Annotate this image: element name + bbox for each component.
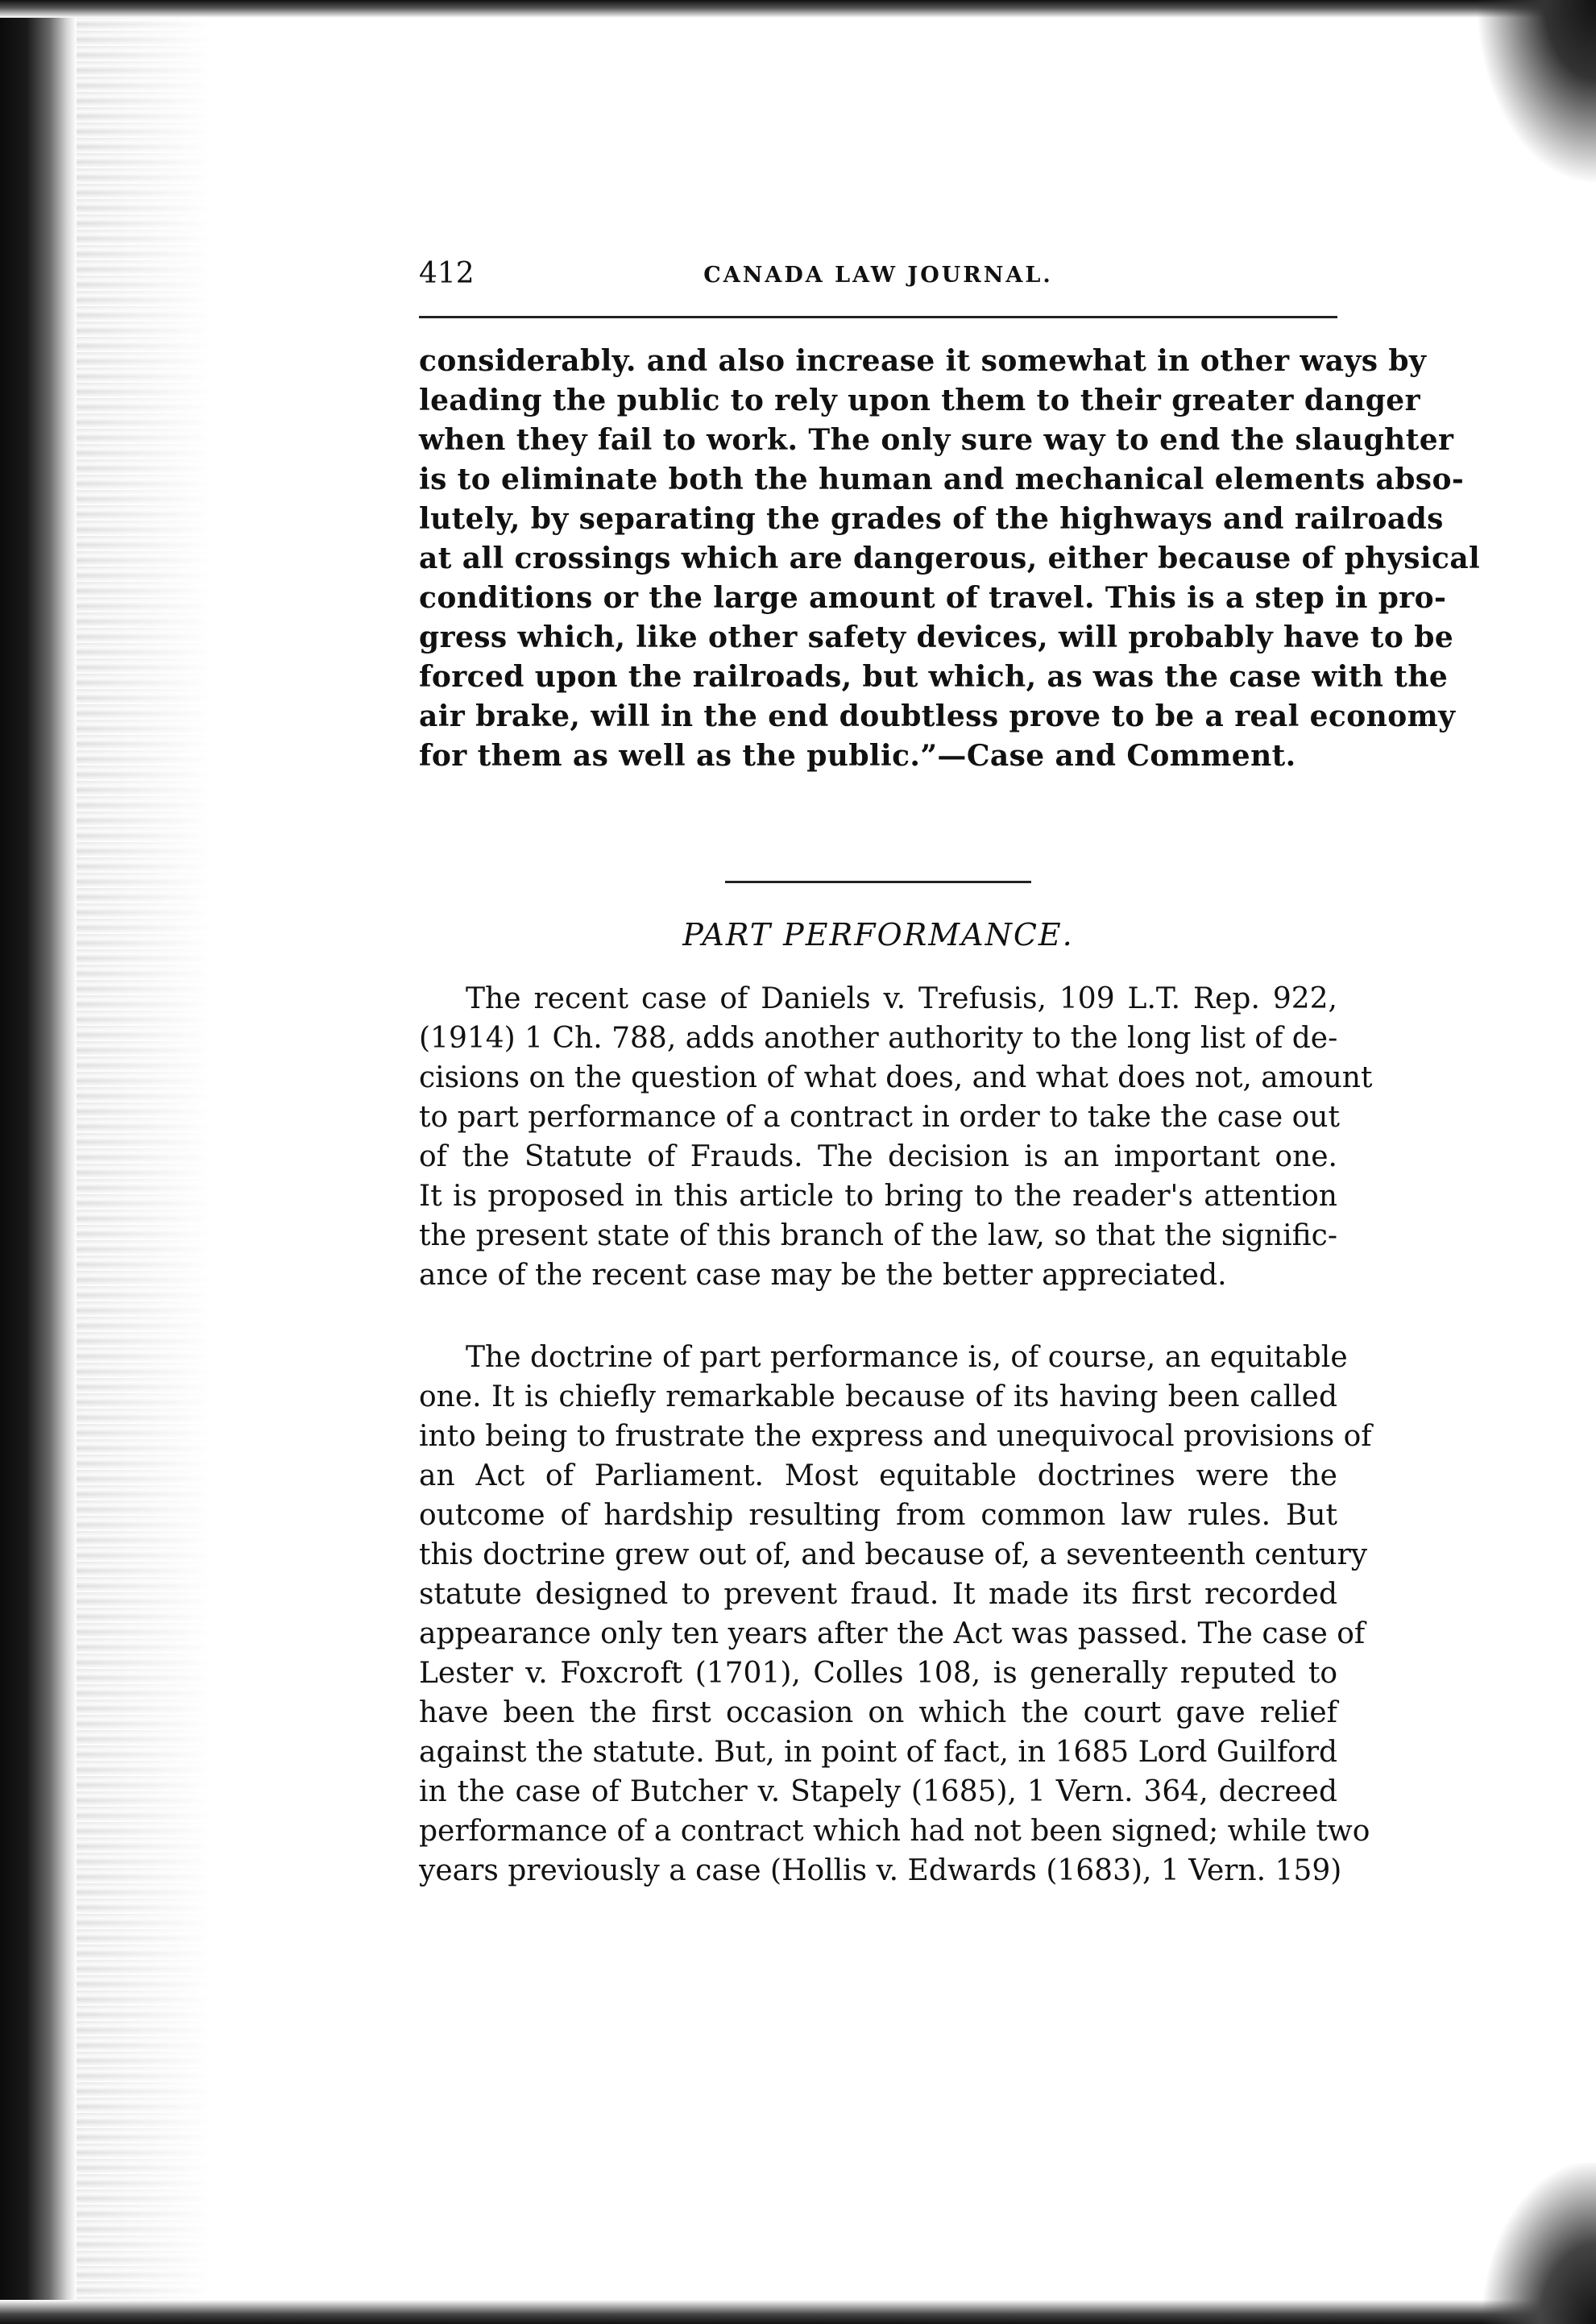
- text-line: (1914) 1 Ch. 788, adds another authority to the long list of de-: [419, 1022, 1338, 1055]
- text-line: cisions on the question of what does, and what does not, amount: [419, 1061, 1373, 1094]
- text-line: one. It is chiefly remarkable because of its having been called: [419, 1380, 1337, 1413]
- scan-corner-bottom-right: [1483, 2163, 1596, 2324]
- text-line: to part performance of a contract in order to take the case out: [419, 1101, 1340, 1134]
- text-line: against the statute. But, in point of fact, in 1685 Lord Guilford: [419, 1736, 1338, 1769]
- text-line: performance of a contract which had not been signed; while two: [419, 1815, 1370, 1848]
- section-divider: [725, 881, 1031, 883]
- text-line: considerably. and also increase it somewhat in other ways by: [419, 344, 1427, 378]
- text-line: for them as well as the public.”—Case and Comment.: [419, 739, 1296, 773]
- text-line: The doctrine of part performance is, of course, an equitable: [466, 1341, 1348, 1374]
- text-line: have been the first occasion on which the court gave relief: [419, 1696, 1337, 1729]
- header-rule: [419, 316, 1337, 318]
- text-line: ance of the recent case may be the better appreciated.: [419, 1259, 1227, 1292]
- text-line: the present state of this branch of the law, so that the signific-: [419, 1219, 1337, 1252]
- text-line: lutely, by separating the grades of the highways and railroads: [419, 502, 1444, 536]
- text-line: leading the public to rely upon them to their greater danger: [419, 384, 1420, 417]
- text-line: It is proposed in this article to bring to the reader's attention: [419, 1180, 1337, 1213]
- text-line: this doctrine grew out of, and because of, a seventeenth century: [419, 1538, 1368, 1571]
- text-line: in the case of Butcher v. Stapely (1685), 1 Vern. 364, decreed: [419, 1775, 1337, 1808]
- page-number: 412: [419, 257, 475, 290]
- text-line: into being to frustrate the express and unequivocal provisions of: [419, 1420, 1372, 1453]
- page-header: [419, 256, 1337, 305]
- text-line: gress which, like other safety devices, will probably have to be: [419, 620, 1454, 654]
- text-line: forced upon the railroads, but which, as was the case with the: [419, 660, 1449, 694]
- text-line: is to eliminate both the human and mechanical elements abso-: [419, 463, 1465, 496]
- scan-border-top: [0, 0, 1596, 18]
- scan-border-streaks: [77, 0, 213, 2324]
- text-line: The recent case of Daniels v. Trefusis, 109 L.T. Rep. 922,: [466, 982, 1337, 1015]
- text-line: statute designed to prevent fraud. It made its first recorded: [419, 1578, 1337, 1611]
- paragraph-part-performance-intro: [419, 979, 1373, 1295]
- scan-corner-top-right: [1475, 0, 1596, 185]
- running-title: CANADA LAW JOURNAL.: [703, 263, 1053, 288]
- text-line: when they fail to work. The only sure way to end the slaughter: [419, 423, 1454, 457]
- text-line: conditions or the large amount of travel. This is a step in pro-: [419, 581, 1447, 615]
- text-line: at all crossings which are dangerous, either because of physical: [419, 542, 1481, 575]
- scan-border-left: [0, 0, 77, 2324]
- paragraph-doctrine: [419, 1338, 1372, 1890]
- text-line: appearance only ten years after the Act was passed. The case of: [419, 1617, 1366, 1650]
- scan-border-bottom: [0, 2300, 1596, 2324]
- text-line: years previously a case (Hollis v. Edwards (1683), 1 Vern. 159): [419, 1854, 1342, 1887]
- section-title: PART PERFORMANCE.: [682, 917, 1074, 952]
- text-line: of the Statute of Frauds. The decision is an important one.: [419, 1140, 1337, 1173]
- text-line: Lester v. Foxcroft (1701), Colles 108, is generally reputed to: [419, 1657, 1337, 1690]
- continued-paragraph: [419, 342, 1481, 776]
- text-line: an Act of Parliament. Most equitable doctrines were the: [419, 1459, 1337, 1492]
- text-line: outcome of hardship resulting from common law rules. But: [419, 1499, 1337, 1532]
- text-line: air brake, will in the end doubtless prove to be a real economy: [419, 699, 1456, 733]
